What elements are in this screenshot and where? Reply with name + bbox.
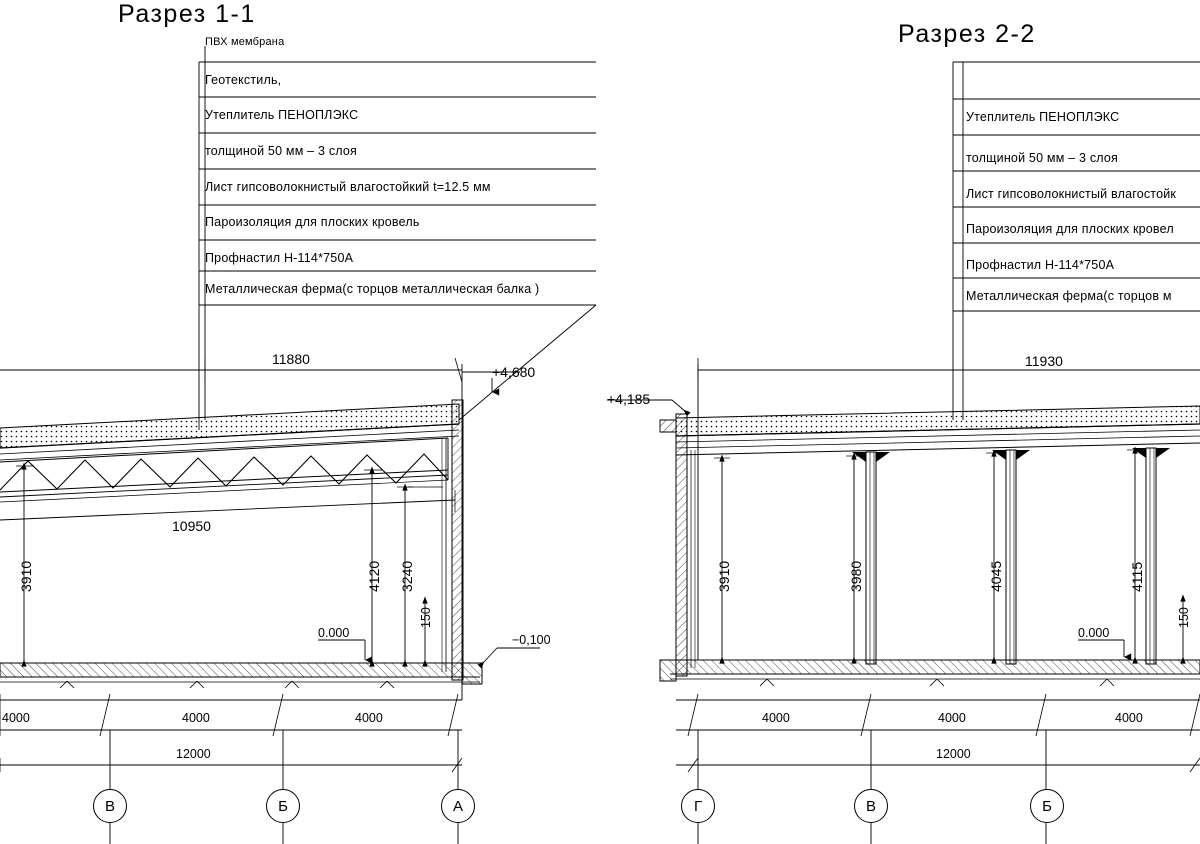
- level-zero-left: 0.000: [318, 626, 350, 640]
- total-dim-right: 12000: [936, 747, 971, 761]
- legend-left-top-note: ПВХ мембрана: [205, 36, 285, 48]
- legend-right-item-0: Утеплитель ПЕНОПЛЭКС: [966, 110, 1120, 124]
- bay-dim-left-1: 4000: [182, 711, 210, 725]
- bay-dim-left-0: 4000: [2, 711, 30, 725]
- dim-span-mid-left: 10950: [172, 518, 211, 534]
- legend-left-item-3: Лист гипсоволокнистый влагостойкий t=12.5 мм: [205, 180, 491, 194]
- axis-marker-right-2[interactable]: Б: [1030, 789, 1064, 823]
- height-4045-right: 4045: [988, 560, 1004, 592]
- level-top-right: +4,185: [607, 391, 651, 407]
- axis-marker-left-1[interactable]: Б: [266, 789, 300, 823]
- legend-left-item-2: толщиной 50 мм – 3 слоя: [205, 144, 358, 158]
- height-150-left: 150: [419, 607, 433, 628]
- level-zero-right: 0.000: [1078, 626, 1110, 640]
- bay-dim-left-2: 4000: [355, 711, 383, 725]
- bay-dim-right-1: 4000: [938, 711, 966, 725]
- legend-right-item-4: Профнастил Н-114*750А: [966, 258, 1115, 272]
- dim-span-top-left: 11880: [272, 351, 310, 367]
- legend-left-item-0: Геотекстиль,: [205, 73, 282, 87]
- height-4115-right: 4115: [1129, 561, 1145, 592]
- legend-right-item-2: Лист гипсоволокнистый влагостойк: [966, 187, 1177, 201]
- legend-left-item-5: Профнастил Н-114*750А: [205, 251, 354, 265]
- section-title-left: Разрез 1-1: [118, 0, 256, 28]
- axis-marker-left-0[interactable]: В: [93, 789, 127, 823]
- dim-span-top-right: 11930: [1025, 353, 1063, 369]
- bay-dim-right-0: 4000: [762, 711, 790, 725]
- section-title-right: Разрез 2-2: [898, 20, 1036, 48]
- level-minus-left: −0,100: [512, 633, 551, 647]
- legend-right-item-5: Металлическая ферма(с торцов м: [966, 289, 1172, 303]
- bay-dim-right-2: 4000: [1115, 711, 1143, 725]
- height-3980-right: 3980: [848, 560, 864, 592]
- height-150-right: 150: [1177, 607, 1191, 628]
- level-top-left: +4,680: [492, 364, 536, 380]
- axis-marker-right-0[interactable]: Г: [681, 789, 715, 823]
- legend-left-item-6: Металлическая ферма(с торцов металлическая балка ): [205, 282, 540, 296]
- legend-right-item-1: толщиной 50 мм – 3 слоя: [966, 151, 1119, 165]
- height-3910-left: 3910: [18, 560, 34, 592]
- height-4120-left: 4120: [366, 560, 382, 592]
- height-3910-right: 3910: [716, 560, 732, 592]
- legend-right-item-3: Пароизоляция для плоских кровел: [966, 222, 1174, 236]
- total-dim-left: 12000: [176, 747, 211, 761]
- axis-marker-right-1[interactable]: В: [854, 789, 888, 823]
- legend-left-item-4: Пароизоляция для плоских кровель: [205, 215, 420, 229]
- height-3240-left: 3240: [399, 560, 415, 592]
- legend-left-item-1: Утеплитель ПЕНОПЛЭКС: [205, 108, 359, 122]
- axis-marker-left-2[interactable]: А: [441, 789, 475, 823]
